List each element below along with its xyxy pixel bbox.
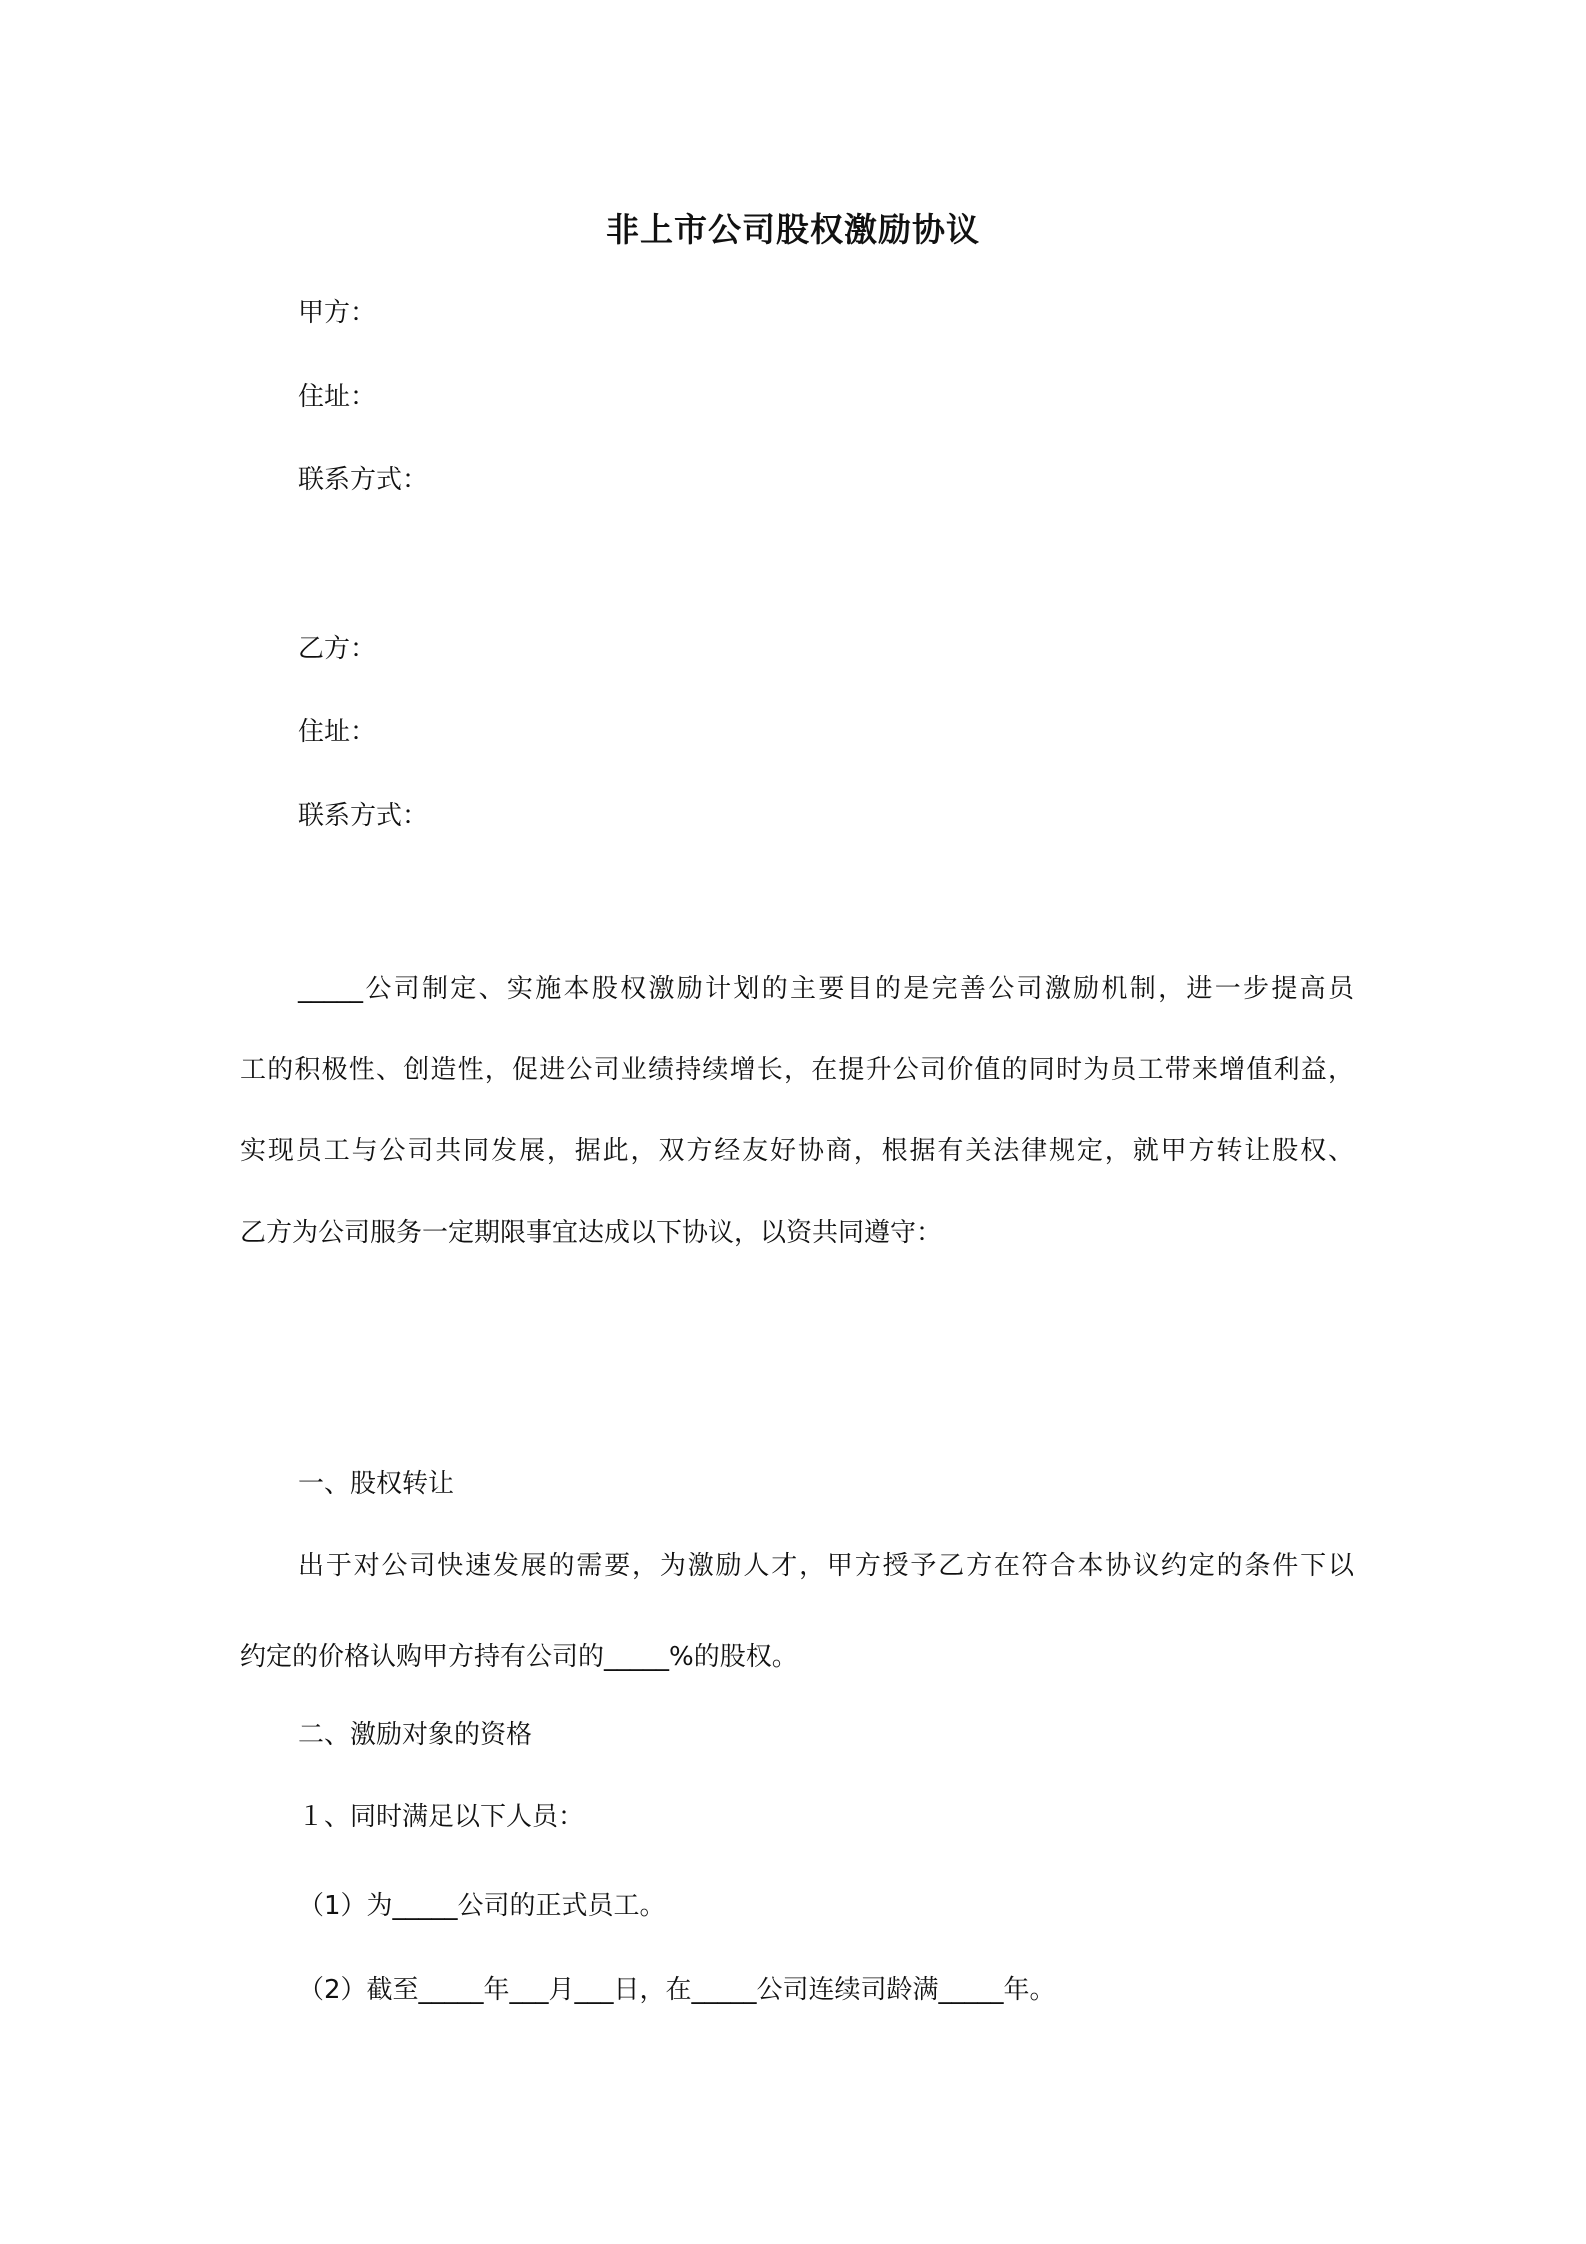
preamble-line: 乙方为公司服务一定期限事宜达成以下协议，以资共同遵守： [240, 1218, 943, 1248]
section-2-heading: 二、激励对象的资格 [298, 1720, 533, 1750]
party-b-address-label: 住址： [298, 717, 377, 747]
preamble-line: 实现员工与公司共同发展，据此，双方经友好协商，根据有关法律规定，就甲方转让股权、 [240, 1136, 1354, 1166]
section-2-item-1: １、同时满足以下人员： [298, 1802, 585, 1832]
party-b-contact-label: 联系方式： [298, 801, 429, 831]
section-1-line: 出于对公司快速发展的需要，为激励人才，甲方授予乙方在符合本协议约定的条件下以 [298, 1551, 1354, 1581]
section-2-sub-item-2: （2）截至_____年___月___日，在_____公司连续司龄满_____年。 [298, 1975, 1056, 2005]
section-2-sub-item-1: （1）为_____公司的正式员工。 [298, 1891, 666, 1921]
preamble-line: _____公司制定、实施本股权激励计划的主要目的是完善公司激励机制，进一步提高员 [298, 974, 1354, 1004]
document-title: 非上市公司股权激励协议 [606, 210, 980, 249]
party-a-contact-label: 联系方式： [298, 465, 429, 495]
preamble-line: 工的积极性、创造性，促进公司业绩持续增长，在提升公司价值的同时为员工带来增值利益， [240, 1055, 1354, 1085]
party-a-name-label: 甲方： [298, 298, 377, 328]
party-b-name-label: 乙方： [298, 634, 377, 664]
party-a-address-label: 住址： [298, 382, 377, 412]
section-1-heading: 一、股权转让 [298, 1469, 455, 1499]
section-1-line: 约定的价格认购甲方持有公司的_____%的股权。 [240, 1642, 798, 1672]
